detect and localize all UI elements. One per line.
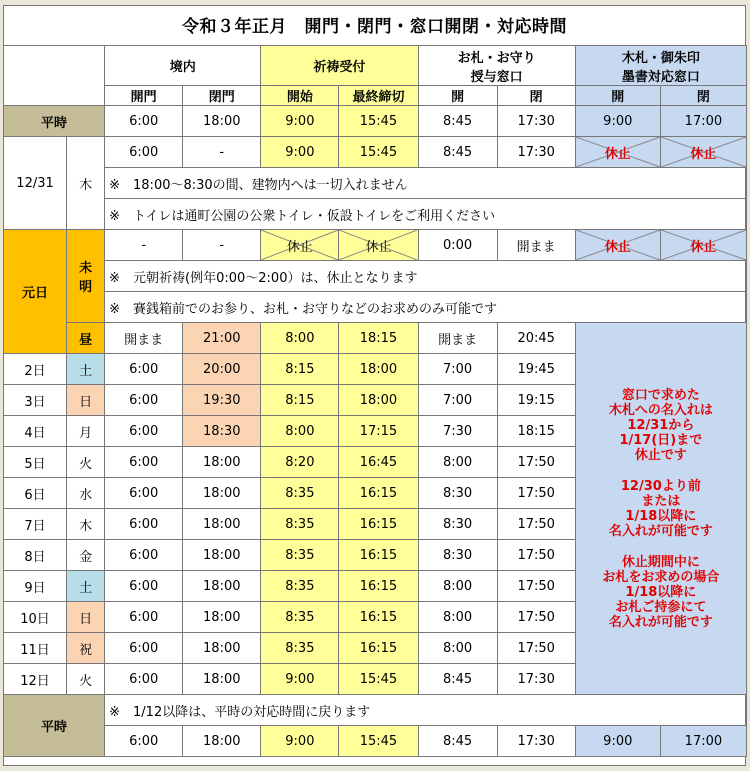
day-date: 5日 xyxy=(4,447,67,478)
header-amulet-window xyxy=(418,46,575,86)
time-cell: 16:15 xyxy=(339,571,418,602)
time-cell: - xyxy=(183,137,261,168)
time-cell: 8:00 xyxy=(261,323,339,354)
suspended-cell xyxy=(261,230,339,261)
time-cell: 6:00 xyxy=(105,416,183,447)
day-weekday: 土 xyxy=(67,571,105,602)
time-cell: 8:00 xyxy=(418,633,497,664)
message-line: 木札への名入れは xyxy=(608,402,713,418)
time-cell: 18:00 xyxy=(183,602,261,633)
time-cell: 18:15 xyxy=(497,416,575,447)
day-date: 9日 xyxy=(4,571,67,602)
header-ink-line2: 墨書対応窓口 xyxy=(621,69,700,85)
predawn-line1: 未 xyxy=(79,261,93,276)
subheader-ink-close: 閉 xyxy=(660,86,746,106)
newyear-note-row xyxy=(4,261,747,292)
message-line: 1/17(日)まで xyxy=(619,432,703,448)
time-cell: 8:00 xyxy=(418,447,497,478)
time-cell: 9:00 xyxy=(261,726,339,757)
time-cell: - xyxy=(183,230,261,261)
newyear-note1: ※ 元朝祈祷(例年0:00～2:00）は、休止となります xyxy=(105,261,747,292)
time-cell: 17:30 xyxy=(497,664,575,695)
message-line: または xyxy=(641,493,681,509)
time-cell: 9:00 xyxy=(261,664,339,695)
time-cell: 7:30 xyxy=(418,416,497,447)
time-cell: 9:00 xyxy=(261,137,339,168)
time-cell: 8:15 xyxy=(261,385,339,416)
suspended-cell xyxy=(660,230,746,261)
day-date: 12日 xyxy=(4,664,67,695)
time-cell: 6:00 xyxy=(105,633,183,664)
dec31-note2: ※ トイレは通町公園の公衆トイレ・仮設トイレをご利用ください xyxy=(105,199,747,230)
time-cell: 17:50 xyxy=(497,633,575,664)
time-cell: 開まま xyxy=(105,323,183,354)
day-weekday: 土 xyxy=(67,354,105,385)
header-grounds: 境内 xyxy=(105,46,261,86)
newyear-note-row xyxy=(4,292,747,323)
time-cell: 開まま xyxy=(497,230,575,261)
suspended-cell xyxy=(575,230,660,261)
header-amulet-line1: お札・お守り xyxy=(457,50,536,66)
time-cell: 8:30 xyxy=(418,540,497,571)
page-title: 令和３年正月 開門・閉門・窓口開閉・対応時間 xyxy=(182,17,567,37)
time-cell: 8:35 xyxy=(261,571,339,602)
message-line: お札をお求めの場合 xyxy=(602,569,720,585)
dec31-weekday: 木 xyxy=(67,137,105,230)
time-cell: 7:00 xyxy=(418,385,497,416)
message-line: 12/30より前 xyxy=(620,478,701,494)
newyear-predawn-row xyxy=(4,230,747,261)
time-cell: 6:00 xyxy=(105,509,183,540)
time-cell: 17:30 xyxy=(497,106,575,137)
time-cell: 18:00 xyxy=(183,447,261,478)
subheader-ink-open: 開 xyxy=(575,86,660,106)
time-cell: 17:30 xyxy=(497,726,575,757)
time-cell: 17:50 xyxy=(497,540,575,571)
header-ink-window xyxy=(575,46,746,86)
time-cell: 8:45 xyxy=(418,726,497,757)
time-cell: 9:00 xyxy=(575,726,660,757)
suspended-label: 休止 xyxy=(604,146,631,162)
time-cell: 20:45 xyxy=(497,323,575,354)
time-cell: 16:15 xyxy=(339,478,418,509)
time-cell: 17:00 xyxy=(660,106,746,137)
dec31-note-row xyxy=(4,199,747,230)
time-cell: 18:00 xyxy=(183,633,261,664)
day-date: 3日 xyxy=(4,385,67,416)
header-prayer: 祈祷受付 xyxy=(261,46,418,86)
subheader-amulet-open: 開 xyxy=(418,86,497,106)
message-line: 12/31から xyxy=(627,417,695,433)
time-cell: 8:35 xyxy=(261,540,339,571)
time-cell: 18:30 xyxy=(183,416,261,447)
subheader-last: 最終締切 xyxy=(339,86,418,106)
dec31-note1: ※ 18:00～8:30の間、建物内へは一切入れません xyxy=(105,168,747,199)
suspended-label: 休止 xyxy=(690,146,717,162)
time-cell: 18:00 xyxy=(339,385,418,416)
time-cell: 17:15 xyxy=(339,416,418,447)
time-cell: 8:35 xyxy=(261,602,339,633)
message-line: 1/18以降に xyxy=(625,584,697,600)
newyear-date: 元日 xyxy=(4,230,67,354)
time-cell: 8:30 xyxy=(418,509,497,540)
time-cell: 15:45 xyxy=(339,106,418,137)
suspended-label: 休止 xyxy=(604,239,631,255)
heiji-after-label: 平時 xyxy=(4,695,105,757)
day-weekday: 火 xyxy=(67,447,105,478)
day-date: 4日 xyxy=(4,416,67,447)
heiji-label: 平時 xyxy=(4,106,105,137)
time-cell: 18:00 xyxy=(183,664,261,695)
time-cell: 6:00 xyxy=(105,540,183,571)
day-date: 11日 xyxy=(4,633,67,664)
time-cell: 15:45 xyxy=(339,137,418,168)
time-cell: 18:00 xyxy=(183,571,261,602)
time-cell: 8:20 xyxy=(261,447,339,478)
time-cell: 9:00 xyxy=(261,106,339,137)
newyear-day-label: 昼 xyxy=(67,323,105,354)
time-cell: 15:45 xyxy=(339,726,418,757)
suspended-cell xyxy=(660,137,746,168)
time-cell: 8:45 xyxy=(418,137,497,168)
time-cell: 8:35 xyxy=(261,633,339,664)
day-date: 10日 xyxy=(4,602,67,633)
subheader-open-gate: 開門 xyxy=(105,86,183,106)
time-cell: 6:00 xyxy=(105,447,183,478)
day-weekday: 金 xyxy=(67,540,105,571)
time-cell: 16:15 xyxy=(339,633,418,664)
day-date: 8日 xyxy=(4,540,67,571)
time-cell: 16:45 xyxy=(339,447,418,478)
newyear-note2: ※ 賽銭箱前でのお参り、お札・お守りなどのお求めのみ可能です xyxy=(105,292,747,323)
newyear-day-row xyxy=(4,323,747,354)
time-cell: 18:00 xyxy=(183,478,261,509)
time-cell: 20:00 xyxy=(183,354,261,385)
time-cell: 6:00 xyxy=(105,478,183,509)
day-weekday: 木 xyxy=(67,509,105,540)
dec31-date: 12/31 xyxy=(4,137,67,230)
message-block-1 xyxy=(576,388,746,463)
day-date: 7日 xyxy=(4,509,67,540)
day-weekday: 日 xyxy=(67,385,105,416)
time-cell: 8:00 xyxy=(418,571,497,602)
time-cell: 19:45 xyxy=(497,354,575,385)
message-line: 名入れが可能です xyxy=(608,523,713,539)
time-cell: 8:30 xyxy=(418,478,497,509)
subheader-row xyxy=(4,86,747,106)
suspended-label: 休止 xyxy=(365,239,392,255)
time-cell: 8:00 xyxy=(261,416,339,447)
day-weekday: 月 xyxy=(67,416,105,447)
time-cell: 8:15 xyxy=(261,354,339,385)
time-cell: 17:50 xyxy=(497,478,575,509)
message-line: 窓口で求めた xyxy=(621,387,700,403)
time-cell: 6:00 xyxy=(105,726,183,757)
time-cell: - xyxy=(105,230,183,261)
day-date: 6日 xyxy=(4,478,67,509)
day-weekday: 日 xyxy=(67,602,105,633)
window-message xyxy=(575,323,746,695)
time-cell: 16:15 xyxy=(339,540,418,571)
heiji-after-row xyxy=(4,726,747,757)
after-note-row xyxy=(4,695,747,726)
time-cell: 6:00 xyxy=(105,137,183,168)
time-cell: 21:00 xyxy=(183,323,261,354)
message-block-2 xyxy=(576,479,746,539)
message-line: 休止です xyxy=(634,447,687,463)
time-cell: 9:00 xyxy=(575,106,660,137)
time-cell: 7:00 xyxy=(418,354,497,385)
time-cell: 17:50 xyxy=(497,602,575,633)
day-weekday: 祝 xyxy=(67,633,105,664)
time-cell: 19:30 xyxy=(183,385,261,416)
suspended-label: 休止 xyxy=(690,239,717,255)
message-line: お札ご持参にて xyxy=(615,599,707,615)
time-cell: 19:15 xyxy=(497,385,575,416)
header-row xyxy=(4,46,747,86)
time-cell: 15:45 xyxy=(339,664,418,695)
time-cell: 16:15 xyxy=(339,602,418,633)
message-line: 名入れが可能です xyxy=(608,614,713,630)
day-weekday: 水 xyxy=(67,478,105,509)
time-cell: 17:50 xyxy=(497,447,575,478)
day-weekday: 火 xyxy=(67,664,105,695)
corner-cell xyxy=(4,46,105,106)
time-cell: 17:00 xyxy=(660,726,746,757)
time-cell: 8:35 xyxy=(261,509,339,540)
time-cell: 18:00 xyxy=(183,540,261,571)
suspended-cell xyxy=(575,137,660,168)
time-cell: 16:15 xyxy=(339,509,418,540)
schedule-body xyxy=(4,46,747,757)
time-cell: 17:50 xyxy=(497,509,575,540)
message-block-3 xyxy=(576,555,746,630)
time-cell: 6:00 xyxy=(105,106,183,137)
message-line: 1/18以降に xyxy=(625,508,697,524)
time-cell: 6:00 xyxy=(105,664,183,695)
header-amulet-line2: 授与窓口 xyxy=(470,69,523,85)
time-cell: 18:00 xyxy=(183,726,261,757)
time-cell: 17:30 xyxy=(497,137,575,168)
time-cell: 0:00 xyxy=(418,230,497,261)
dec31-note-row xyxy=(4,168,747,199)
heiji-row xyxy=(4,106,747,137)
time-cell: 8:45 xyxy=(418,106,497,137)
header-ink-line1: 木札・御朱印 xyxy=(621,50,700,66)
time-cell: 8:00 xyxy=(418,602,497,633)
time-cell: 17:50 xyxy=(497,571,575,602)
time-cell: 18:00 xyxy=(339,354,418,385)
time-cell: 18:00 xyxy=(183,509,261,540)
time-cell: 6:00 xyxy=(105,571,183,602)
schedule-table xyxy=(3,45,747,757)
time-cell: 18:00 xyxy=(183,106,261,137)
time-cell: 8:35 xyxy=(261,478,339,509)
time-cell: 開まま xyxy=(418,323,497,354)
time-cell: 6:00 xyxy=(105,354,183,385)
after-note: ※ 1/12以降は、平時の対応時間に戻ります xyxy=(105,695,747,726)
subheader-close-gate: 閉門 xyxy=(183,86,261,106)
dec31-row xyxy=(4,137,747,168)
newyear-predawn-label xyxy=(67,230,105,323)
time-cell: 6:00 xyxy=(105,385,183,416)
time-cell: 8:45 xyxy=(418,664,497,695)
subheader-amulet-close: 閉 xyxy=(497,86,575,106)
time-cell: 6:00 xyxy=(105,602,183,633)
time-cell: 18:15 xyxy=(339,323,418,354)
subheader-start: 開始 xyxy=(261,86,339,106)
day-date: 2日 xyxy=(4,354,67,385)
suspended-label: 休止 xyxy=(286,239,313,255)
message-line: 休止期間中に xyxy=(621,554,700,570)
predawn-line2: 明 xyxy=(79,280,93,295)
suspended-cell xyxy=(339,230,418,261)
